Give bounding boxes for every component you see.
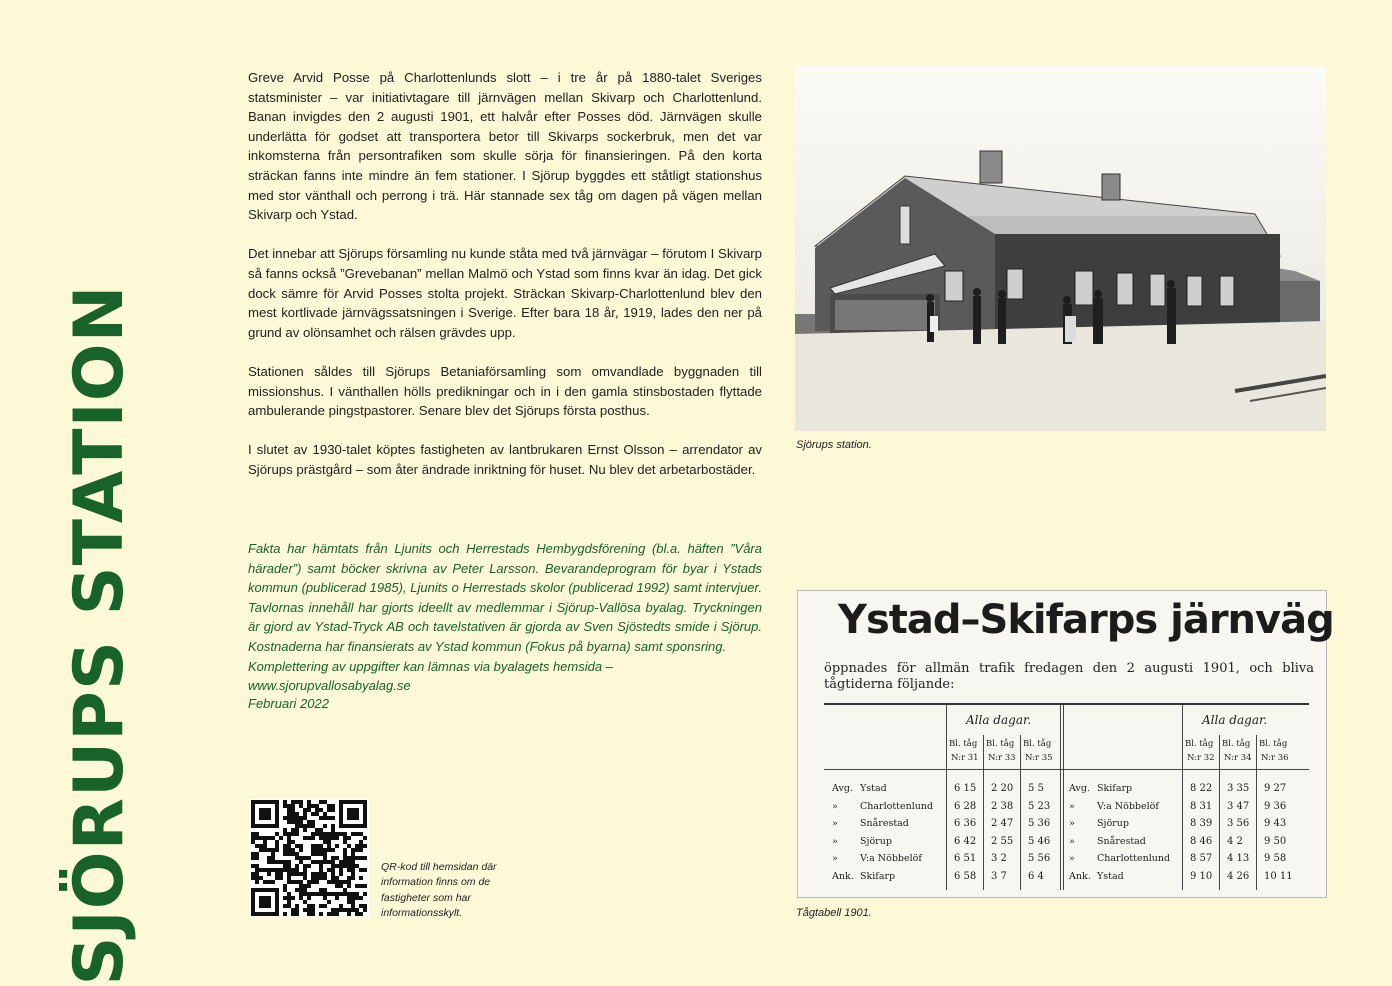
- row-prefix: »: [832, 853, 838, 864]
- table-rule: [824, 769, 1309, 770]
- time-cell: 5 46: [1028, 835, 1051, 847]
- station-name: Sjörup: [860, 835, 892, 847]
- time-cell: 9 27: [1264, 783, 1287, 794]
- time-cell: 8 39: [1190, 818, 1213, 829]
- station-name: Skifarp: [1097, 783, 1133, 794]
- station-name: Ystad: [1097, 870, 1124, 882]
- photo-caption: Sjörups station.: [796, 439, 872, 451]
- time-cell: 6 51: [954, 853, 977, 864]
- station-name: Skifarp: [860, 870, 896, 882]
- paragraph: Det innebar att Sjörups församling nu kunde ståta med två järnvägar – förutom I Skivarp så fanns också ”Grevebanan” mellan Malmö och Ystad som finns kvar än idag. Det gick dock sämre för Arvid Posses stolta projekt. Sträckan Skivarp-Charlottenlund blev den mest kortlivade järnvägssatsningen i Sverige. Efter bara 18 år, 1919, lades den ner på grund av olönsamhet och rälsen grävdes upp.: [248, 246, 762, 340]
- qr-code[interactable]: [249, 799, 369, 917]
- days-header: Alla dagar.: [966, 713, 1032, 727]
- table-rule: [1182, 705, 1183, 890]
- station-name: Charlottenlund: [860, 800, 934, 812]
- table-rule: [983, 735, 984, 890]
- time-cell: 10 11: [1264, 870, 1293, 882]
- row-prefix: »: [1069, 818, 1075, 829]
- table-rule: [1219, 735, 1220, 890]
- time-cell: 8 31: [1190, 800, 1213, 812]
- timetable-image: [797, 590, 1334, 898]
- time-cell: 3 56: [1227, 818, 1250, 829]
- station-name: Charlottenlund: [1097, 853, 1171, 864]
- time-cell: 3 47: [1227, 800, 1250, 812]
- table-rule: [1256, 735, 1257, 890]
- time-cell: 9 10: [1190, 870, 1213, 882]
- column-number: N:r 31: [951, 753, 979, 763]
- time-cell: 3 35: [1227, 783, 1250, 794]
- row-prefix: Avg.: [832, 783, 853, 794]
- station-name: Sjörup: [1097, 818, 1129, 829]
- time-cell: 4 13: [1227, 853, 1250, 864]
- time-cell: 9 58: [1264, 853, 1287, 864]
- time-cell: 2 20: [991, 783, 1014, 794]
- qr-caption: QR-kod till hemsidan där information finns om de fastigheter som har informationsskylt.: [381, 861, 497, 920]
- timetable-subtitle: öppnades för allmän trafik fredagen den 2 augusti 1901, och bliva tågtiderna följande:: [824, 661, 1314, 692]
- column-number: N:r 34: [1224, 753, 1252, 763]
- time-cell: 2 38: [991, 800, 1014, 812]
- time-cell: 6 4: [1028, 870, 1044, 882]
- time-cell: 6 15: [954, 783, 977, 794]
- station-name: V:a Nöbbelöf: [1097, 800, 1159, 812]
- time-cell: 8 57: [1190, 853, 1213, 864]
- column-header: Bl. tåg: [1185, 739, 1214, 749]
- row-prefix: »: [1069, 835, 1075, 847]
- date-text: Februari 2022: [248, 696, 329, 711]
- column-number: N:r 36: [1261, 753, 1289, 763]
- station-name: Snårestad: [860, 818, 909, 829]
- row-prefix: »: [1069, 853, 1075, 864]
- time-cell: 3 2: [991, 853, 1007, 864]
- column-header: Bl. tåg: [1259, 739, 1288, 749]
- time-cell: 9 50: [1264, 835, 1287, 847]
- row-prefix: »: [832, 835, 838, 847]
- body-text: [248, 68, 762, 499]
- column-number: N:r 33: [988, 753, 1016, 763]
- station-name: Snårestad: [1097, 835, 1146, 847]
- time-cell: 4 26: [1227, 870, 1250, 882]
- row-prefix: »: [832, 818, 838, 829]
- time-cell: 5 36: [1028, 818, 1051, 829]
- column-header: Bl. tåg: [986, 739, 1015, 749]
- contact-text: Komplettering av uppgifter kan lämnas via byalagets hemsida – www.sjorupvallosabyalag.se: [248, 658, 613, 694]
- time-cell: 5 23: [1028, 800, 1051, 812]
- time-cell: 8 22: [1190, 783, 1213, 794]
- time-cell: 4 2: [1227, 835, 1243, 847]
- time-cell: 2 55: [991, 835, 1014, 847]
- station-name: Ystad: [860, 783, 887, 794]
- row-prefix: Avg.: [1069, 783, 1090, 794]
- row-prefix: Ank.: [832, 870, 854, 882]
- time-cell: 5 5: [1028, 783, 1044, 794]
- timetable-title: Ystad–Skifarps järnväg: [838, 597, 1334, 643]
- paragraph: Greve Arvid Posse på Charlottenlunds slott – i tre år på 1880-talet Sveriges statsminister – var initiativtagare till järnvägen mellan Skivarp och Charlottenlund. Banan invigdes den 2 augusti 1901, ett halvår efter Posses död. Järnvägen skulle underlätta för godset att transportera betor till Skivarps sockerbruk, men det var inkomsterna från persontrafiken som skulle sörja för finansieringen. På den korta sträckan fanns inte mindre än fem stationer. I Sjörup byggdes ett ståtligt stationshus med stor vänthall och perrong i trä. Här stannade sex tåg om dagen på vägen mellan Skivarp och Ystad.: [248, 70, 762, 223]
- column-header: Bl. tåg: [949, 739, 978, 749]
- time-cell: 6 42: [954, 835, 977, 847]
- sources-note: [248, 539, 762, 696]
- timetable-caption: Tågtabell 1901.: [796, 907, 872, 919]
- time-cell: 9 36: [1264, 800, 1287, 812]
- table-rule: [1020, 735, 1021, 890]
- time-cell: 9 43: [1264, 818, 1287, 829]
- paragraph: I slutet av 1930-talet köptes fastigheten av lantbrukaren Ernst Olsson – arrendator av Sjörups prästgård – som åter ändrade inriktning för huset. Nu blev det arbetarbostäder.: [248, 442, 762, 477]
- time-cell: 5 56: [1028, 853, 1051, 864]
- sources-text: Fakta har hämtats från Ljunits och Herrestads Hembygdsförening (bl.a. häften ”Våra härader”) samt böcker skrivna av Peter Larsson. Bevarandeprogram för byar i Ystads kommun (publicerad 1985), Ljunits o Herrestads skolor (publicerad 1992) samt intervjuer. Tavlornas innehåll har gjorts ideellt av medlemmar i Sjörup-Vallösa byalag. Tryckningen är gjord av Ystad-Tryck AB och tavelstativen är gjorda av Sven Sjöstedts smide i Sjörup. Kostnaderna har finansierats av Ystad kommun (Fokus på byarna) samt sponsring.: [248, 541, 762, 654]
- time-cell: 2 47: [991, 818, 1014, 829]
- page-title: SJÖRUPS STATION: [60, 284, 139, 986]
- time-cell: 6 28: [954, 800, 977, 812]
- time-cell: 3 7: [991, 870, 1007, 882]
- time-cell: 8 46: [1190, 835, 1213, 847]
- timetable-grid: [824, 703, 1309, 890]
- column-header: Bl. tåg: [1222, 739, 1251, 749]
- row-prefix: »: [832, 800, 838, 812]
- column-number: N:r 35: [1025, 753, 1053, 763]
- table-rule: [1060, 705, 1061, 890]
- row-prefix: »: [1069, 800, 1075, 812]
- station-photo: [795, 66, 1326, 431]
- station-name: V:a Nöbbelöf: [860, 853, 922, 864]
- time-cell: 6 36: [954, 818, 977, 829]
- row-prefix: Ank.: [1069, 870, 1091, 882]
- column-number: N:r 32: [1187, 753, 1215, 763]
- time-cell: 6 58: [954, 870, 977, 882]
- table-rule: [946, 705, 947, 890]
- paragraph: Stationen såldes till Sjörups Betaniaförsamling som omvandlade byggnaden till missionshus. I vänthallen hölls predikningar och in i den gamla stinsbostaden flyttade ambulerande pingstpastorer. Senare blev det Sjörups första posthus.: [248, 363, 762, 419]
- days-header: Alla dagar.: [1202, 713, 1268, 727]
- table-rule: [1063, 705, 1064, 890]
- column-header: Bl. tåg: [1023, 739, 1052, 749]
